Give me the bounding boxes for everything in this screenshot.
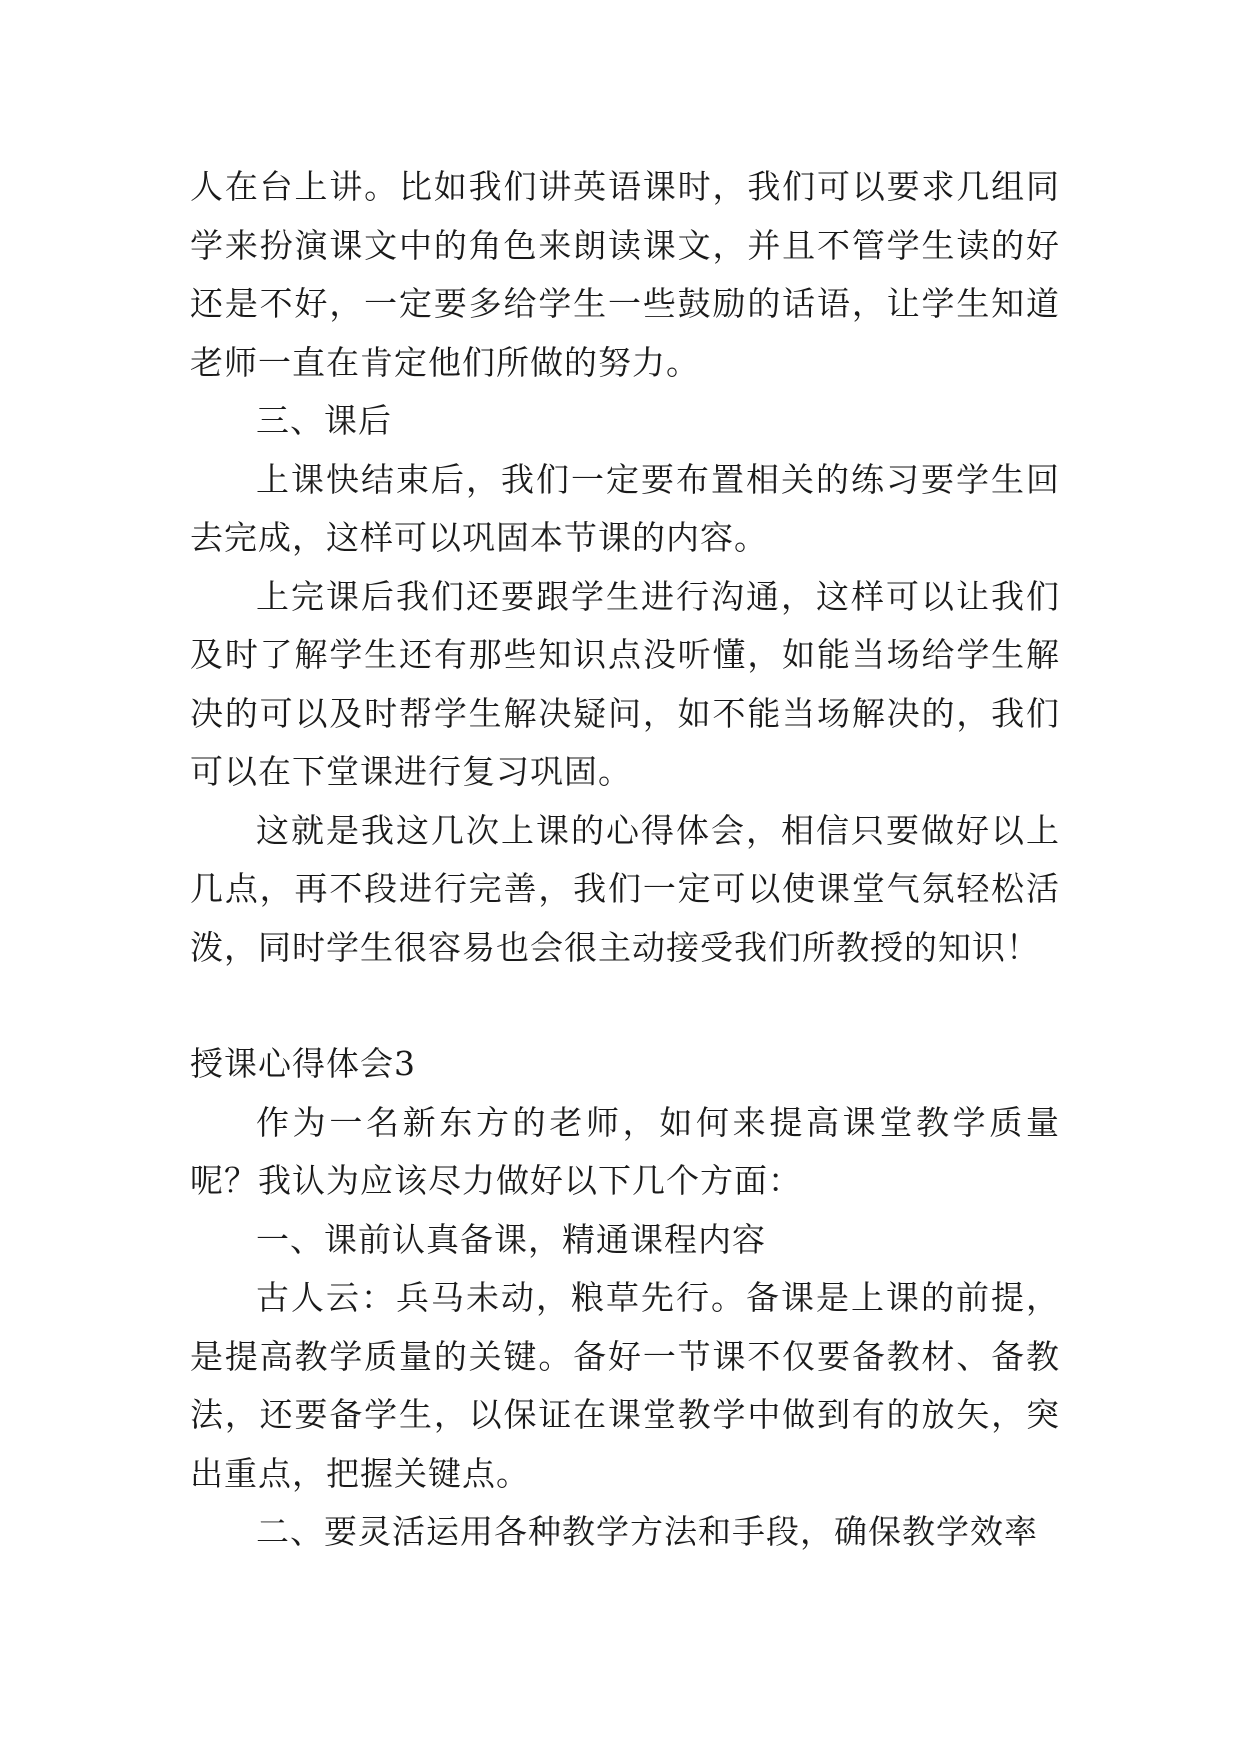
paragraph-conclusion: 这就是我这几次上课的心得体会，相信只要做好以上几点，再不段进行完善，我们一定可以使课堂气氛轻松活泼，同时学生很容易也会很主动接受我们所教授的知识！	[190, 810, 1060, 967]
paragraph-intro: 作为一名新东方的老师，如何来提高课堂教学质量呢？我认为应该尽力做好以下几个方面：	[190, 1102, 1060, 1200]
heading-prepare-lessons: 一、课前认真备课，精通课程内容	[256, 1219, 766, 1259]
paragraph-homework: 上课快结束后，我们一定要布置相关的练习要学生回去完成，这样可以巩固本节课的内容。	[190, 459, 1060, 557]
paragraph-preparation: 古人云：兵马未动，粮草先行。备课是上课的前提，是提高教学质量的关键。备好一节课不仅要备教材、备教法，还要备学生，以保证在课堂教学中做到有的放矢，突出重点，把握关键点。	[190, 1278, 1060, 1493]
heading-after-class: 三、课后	[256, 401, 392, 440]
heading-teaching-methods: 二、要灵活运用各种教学方法和手段，确保教学效率	[256, 1512, 1038, 1551]
document-page	[190, 158, 1060, 1562]
section-title: 授课心得体会3	[190, 1044, 416, 1083]
paragraph-communication: 上完课后我们还要跟学生进行沟通，这样可以让我们及时了解学生还有那些知识点没听懂，如能当场给学生解决的可以及时帮学生解决疑问，如不能当场解决的，我们可以在下堂课进行复习巩固。	[190, 576, 1060, 791]
paragraph-continuation: 人在台上讲。比如我们讲英语课时，我们可以要求几组同学来扮演课文中的角色来朗读课文，并且不管学生读的好还是不好，一定要多给学生一些鼓励的话语，让学生知道老师一直在肯定他们所做的努力。	[190, 167, 1060, 382]
